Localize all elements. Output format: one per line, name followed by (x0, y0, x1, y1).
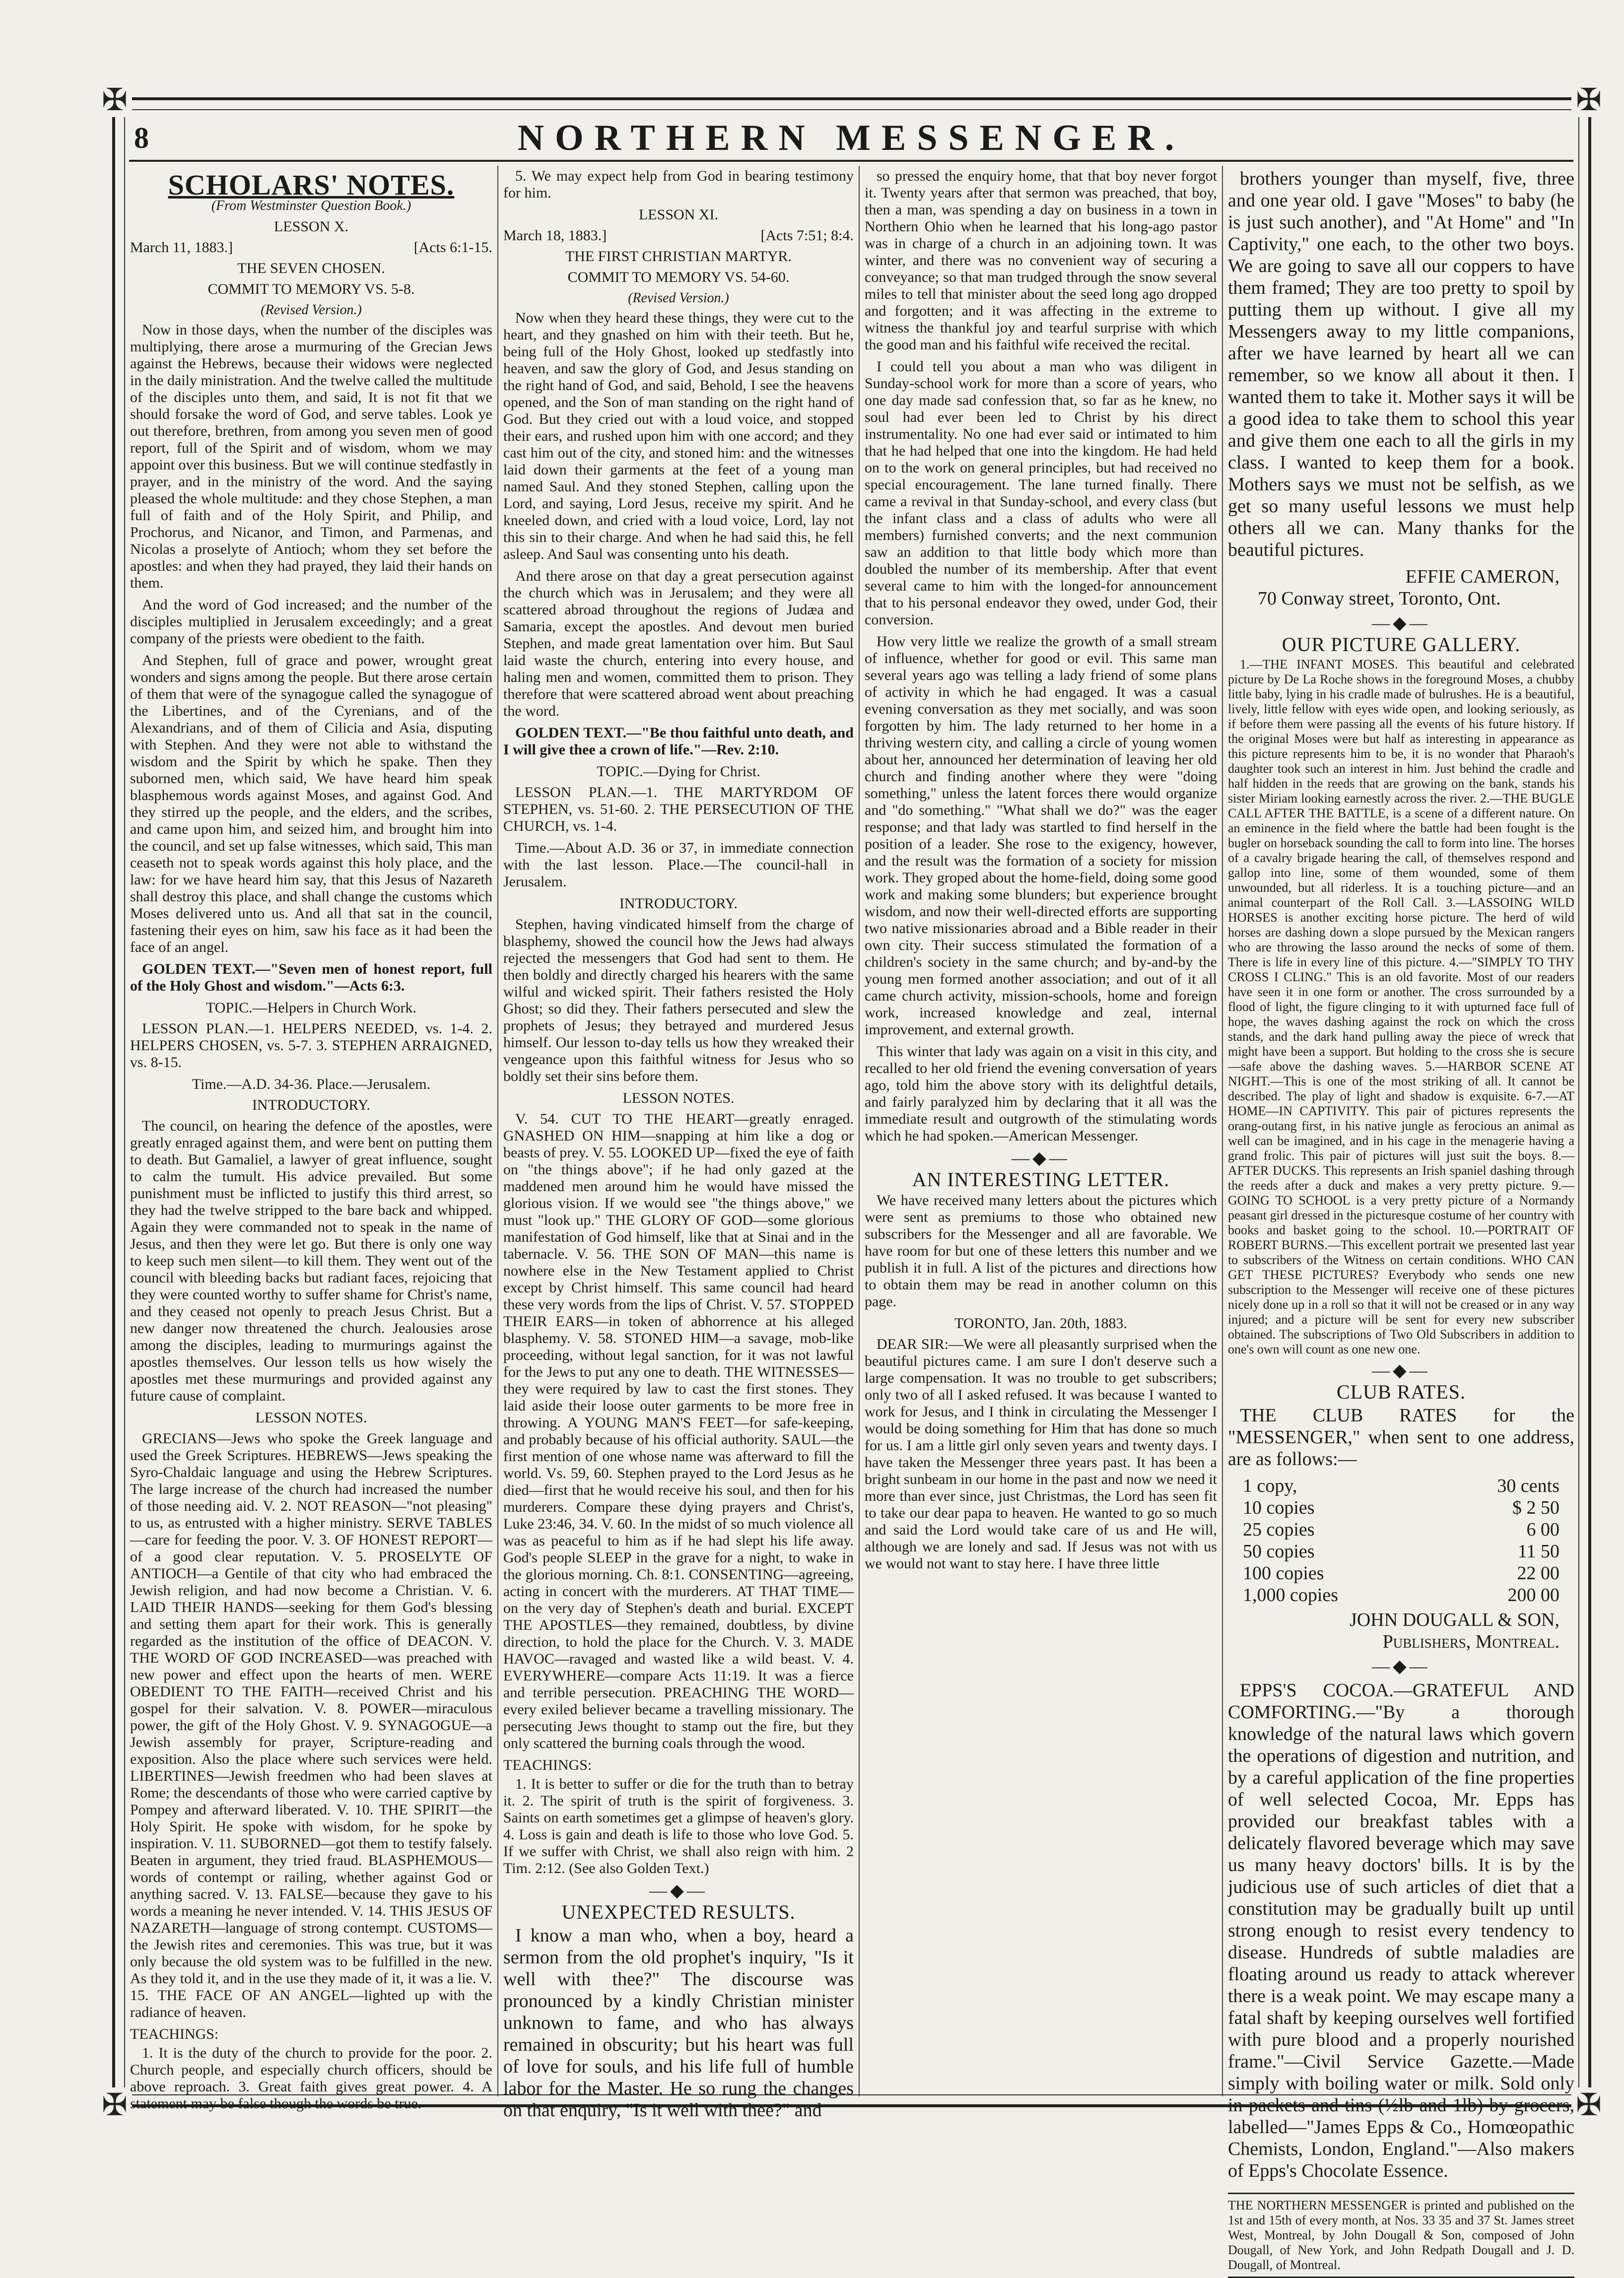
letter-signature: EFFIE CAMERON, (1405, 566, 1559, 587)
golden-text: GOLDEN TEXT.—"Be thou faithful unto death, and I will give thee a crown of life."—Rev. 2:10. (503, 725, 854, 758)
column-3 (865, 166, 1217, 2096)
letter-text: DEAR SIR:—We were all pleasantly surprised when the beautiful pictures came. I am sure I don't deserve such a large compensation. It was no trouble to get subscribers; only two of all I asked refused. It was because I wanted to work for Jesus, and I think in circulating the Messenger I would be doing something for Him that has done so much for us. I am a little girl only seven years and twenty days. I have taken the Messenger three years past. It has been a bright sunbeam in our home in the past and now we need it more than ever since, just Christmas, the Lord has seen fit to take our dear papa to heaven. He wanted to go so much and said the Lord would take care of us and He will, although we are lonely and sad. If Jesus was not with us we would not want to stay here. I have three little (865, 1336, 1217, 1572)
letter-text: brothers younger than myself, five, three and one year old. I gave "Moses" to baby (he is just such another), and "At Home" and "In Captivity," one each, to the other two boys. We are going to save all our coppers to have them framed; They are too pretty to spoil by putting them up without. I give all my Messengers away to my little companions, after we have learned by heart all we can remember, so we know all about it then. I wanted them to take it. Mother says it will be a good idea to take them to school this year and give them one each to all the girls in my class. I wanted to keep them for a book. Mothers says we must not be selfish, as we get so many useful lessons we must help others all we can. Many thanks for the beautiful pictures. (1228, 168, 1574, 560)
club-rate-quantity: 50 copies (1243, 1541, 1315, 1562)
scripture-text: Now in those days, when the number of the disciples was multiplying, there arose a murmuring of the Grecian Jews against the Hebrews, because their widows were neglected in the daily ministration. And the twelve called the multitude of the disciples unto them, and said, It is not fit that we should forsake the word of God, and serve tables. Look ye out therefore, brethren, from among you seven men of good report, full of the Spirit and of wisdom, whom we may appoint over this business. But we will continue stedfastly in prayer, and in the ministry of the word. And the saying pleased the whole multitude: and they chose Stephen, a man full of faith and of the Holy Spirit, and Philip, and Prochorus, and Nicanor, and Timon, and Parmenas, and Nicolas a proselyte of Antioch; whom they set before the apostles: and when they had prayed, they laid their hands on them. (130, 322, 492, 591)
club-rate-row (1243, 1519, 1559, 1541)
article-heading: UNEXPECTED RESULTS. (561, 1901, 796, 1923)
lesson-plan: LESSON PLAN.—1. HELPERS NEEDED, vs. 1-4. 2. HELPERS CHOSEN, vs. 5-7. 3. STEPHEN ARRAIGNED, vs. 8-15. (130, 1020, 492, 1071)
introductory-text: Stephen, having vindicated himself from the charge of blasphemy, showed the council how the Jews had always rejected the messengers that God had sent to them. He then boldly and directly charged his hearers with the same wilful and wicked spirit. Their fathers resisted the Holy Ghost; so did they. Their fathers persecuted and slew the prophets of Jesus; they betrayed and murdered Jesus himself. Our lesson to-day tells us how they wreaked their vengeance upon this faithful witness for Jesus who so boldly set their sins before them. (503, 916, 854, 1084)
article-text: I could tell you about a man who was diligent in Sunday-school work for more than a score of years, who one day made sad confession that, so far as he knew, no soul had ever been led to Christ by his direct instrumentality. No one had ever said or intimated to him that he had helped that one into the kingdom. He had held on to the work on general principles, but had received no special encouragement. The lane turned finally. There came a revival in that Sunday-school, and every class (but the infant class and a class of adults who were all members) furnished converts; and the next communion saw an addition to that little body which more than doubled the number of its membership. After that event several came to him with the longed-for announcement that to his personal endeavor they owed, under God, their conversion. (865, 358, 1217, 628)
column-2 (503, 166, 854, 2121)
lesson-reference: [Acts 7:51; 8:4. (760, 227, 854, 244)
lesson-number: LESSON X. (273, 218, 348, 235)
lesson-notes-heading: LESSON NOTES. (622, 1090, 735, 1106)
scripture-text: Now when they heard these things, they were cut to the heart, and they gnashed on him with their teeth. But he, being full of the Holy Ghost, looked up stedfastly into heaven, and saw the glory of God, and Jesus standing on the right hand of God, and said, Behold, I see the heavens opened, and the Son of man standing on the right hand of God. But they cried out with a loud voice, and stopped their ears, and rushed upon him with one accord; and they cast him out of the city, and stoned him: and the witnesses laid down their garments at the feet of a young man named Saul. And they stoned Stephen, calling upon the Lord, and saying, Lord Jesus, receive my spirit. And he kneeled down, and cried with a loud voice, Lord, lay not this sin to their charge. And when he had said this, he fell asleep. And Saul was consenting unto his death. (503, 310, 854, 562)
club-rate-row (1243, 1584, 1559, 1606)
club-rate-quantity: 10 copies (1243, 1497, 1315, 1518)
article-text: How very little we realize the growth of a small stream of influence, whether for good or evil. This same man several years ago was telling a lady friend of some plans of activity in which he had engaged. It was a casual evening conversation as they met socially, and was soon forgotten by him. The lady returned to her home in a thriving western city, and calling a circle of young women about her, announced her determination of leaving her old church and finding another where they were "doing something," unless the latent forces there would organize and "do something." "What shall we do?" was the eager response; and that lady was startled to find herself in the position of a leader. She rose to the exigency, however, and the result was the formation of a society for mission work. They groped about the home-field, doing some good work and making some blunders; but experience brought wisdom, and now their well-directed efforts are supporting two native missionaries abroad and a Bible reader in their own city. Their success stimulated the formation of a children's society in the same church; and by-and-by the young men formed another association; and out of it all came church activity, mission-schools, home and foreign work, increased knowledge and zeal, internal improvement, and external growth. (865, 633, 1217, 1038)
lesson-notes-text: GRECIANS—Jews who spoke the Greek language and used the Greek Scriptures. HEBREWS—Jews speaking the Syro-Chaldaic language and using the Hebrew Scriptures. The large increase of the church had increased the number of those needing aid. V. 2. NOT REASON—"not pleasing" to us, as entrusted with a higher ministry. SERVE TABLES—care for feeding the poor. V. 3. OF HONEST REPORT—of a good clear reputation. V. 5. PROSELYTE OF ANTIOCH—a Gentile of that city who had embraced the Jewish religion, and had now become a Christian. V. 6. LAID THEIR HANDS—seeking for them God's blessing and setting them apart for their work. This is generally regarded as the institution of the office of DEACON. V. THE WORD OF GOD INCREASED—was preached with new power and effect upon the hearts of men. WERE OBEDIENT TO THE FAITH—received Christ and his gospel for their salvation. V. 8. POWER—miraculous power, the gift of the Holy Ghost. V. 9. SYNAGOGUE—a Jewish assembly for prayer, Scripture-reading and exposition. Also the place where such services were held. LIBERTINES—Jewish freedmen who had been slaves at Rome; the descendants of those who were carried captive by Pompey and afterward liberated. V. 10. THE SPIRIT—the Holy Spirit. He spoke with wisdom, for he spoke by inspiration. V. 11. SUBORNED—got them to testify falsely. Beaten in argument, they tried fraud. BLASPHEMOUS—words of contempt or railing, whether against God or anything sacred. V. 13. FALSE—because they gave to his words a meaning he never intended. V. 14. THIS JESUS OF NAZARETH—language of strong contempt. CUSTOMS—the Jewish rites and ceremonies. This was true, but it was only because the old system was to be fulfilled in the new. As they told it, and in the use they made of it, it was a lie. V. 15. THE FACE OF AN ANGEL—lighted up with the radiance of heaven. (130, 1430, 492, 2020)
club-rate-price: 30 cents (1497, 1475, 1559, 1496)
club-rates-intro: THE CLUB RATES for the "MESSENGER," when sent to one address, are as follows:— (1228, 1405, 1574, 1470)
club-rate-price: 11 50 (1517, 1541, 1559, 1562)
version-note: (Revised Version.) (261, 302, 362, 318)
article-text: This winter that lady was again on a visit in this city, and recalled to her old friend the evening conversation of years ago, told him the above story with its delightful details, and fairly paralyzed him by declaring that it all was the immediate result and outgrowth of the stimulating words which he had spoken.—American Messenger. (865, 1043, 1217, 1144)
section-title: SCHOLARS' NOTES. (168, 169, 455, 201)
letter-address: 70 Conway street, Toronto, Ont. (1258, 588, 1501, 609)
club-rate-quantity: 25 copies (1243, 1519, 1315, 1540)
lesson-notes-text: V. 54. CUT TO THE HEART—greatly enraged. GNASHED ON HIM—snapping at him like a dog or beasts of prey. V. 55. LOOKED UP—fixed the eye of faith on "the things above"; if he had only gazed at the maddened men around him he would have missed the glorious vision. If we would see "the things above," we must "look up." THE GLORY OF GOD—some glorious manifestation of God himself, like that at Sinai and in the tabernacle. V. 56. THE SON OF MAN—this name is nowhere else in the New Testament applied to Christ except by Christ himself. This same council had heard these very words from the lips of Christ. V. 57. STOPPED THEIR EARS—in token of abhorrence at his alleged blasphemy. V. 58. STONED HIM—a savage, mob-like proceeding, without legal sanction, for it was not lawful for the Jews to put any one to death. THE WITNESSES—they were required by law to cast the first stones. They laid aside their loose outer garments to be more free in throwing. A YOUNG MAN'S FEET—for safe-keeping, and probably because of his official authority. SAUL—the first mention of one whose name was afterward to fill the world. Vs. 59, 60. Stephen prayed to the Lord Jesus as he died—first that he would receive his soul, and then for his murderers. Compare these dying prayers and Christ's, Luke 23:46, 34. V. 60. In the midst of so much violence all was as peaceful to him as if he had slept his life away. God's people SLEEP in the grave for a night, to wake in the glorious morning. Ch. 8:1. CONSENTING—agreeing, acting in concert with the murderers. AT THAT TIME—on the very day of Stephen's death and burial. EXCEPT THE APOSTLES—they remained, doubtless, by divine direction, to hold the place for the Church. V. 3. MADE HAVOC—ravaged and wasted like a wild beast. V. 4. EVERYWHERE—compare Acts 11:19. It was a fierce and terrible persecution. PREACHING THE WORD—every exiled believer became a travelling missionary. The persecuting Jews thought to stamp out the fire, but they only scattered the burning coals through the wood. (503, 1111, 854, 1751)
club-rate-price: 22 00 (1517, 1563, 1559, 1584)
scripture-text: And the word of God increased; and the number of the disciples multiplied in Jerusalem exceedingly; and a great company of the priests were obedient to the faith. (130, 597, 492, 647)
page-number: 8 (134, 122, 149, 154)
lesson-number: LESSON XI. (638, 206, 718, 223)
introductory-heading: INTRODUCTORY. (619, 895, 738, 912)
divider-ornament-icon: —◆— (1372, 1360, 1430, 1380)
club-rate-price: 6 00 (1526, 1519, 1559, 1540)
lesson-dateline (503, 227, 854, 244)
letter-dateline: TORONTO, Jan. 20th, 1883. (954, 1315, 1128, 1332)
article-text: We have received many letters about the pictures which were sent as premiums to those who obtained new subscribers for the Messenger and all are favorable. We have room for but one of these letters this number and we publish it in full. A list of the pictures and directions how to obtain them may be read in another column on this page. (865, 1192, 1217, 1310)
teachings-text: 1. It is the duty of the church to provide for the poor. 2. Church people, and especially church officers, should be above reproach. 3. Great faith gives great power. 4. A statement may be false though the words be true. (130, 2045, 492, 2112)
golden-text: GOLDEN TEXT.—"Seven men of honest report, full of the Holy Ghost and wisdom."—Acts 6:3. (130, 961, 492, 994)
club-rate-quantity: 1 copy, (1243, 1475, 1297, 1496)
publisher-imprint: THE NORTHERN MESSENGER is printed and published on the 1st and 15th of every month, at Nos. 33 35 and 37 St. James street West, Montreal, by John Dougall & Son, composed of John Dougall, of New York, and John Redpath Dougall and J. D. Dougall, of Montreal. (1228, 2193, 1574, 2278)
article-heading: CLUB RATES. (1337, 1381, 1466, 1403)
divider-ornament-icon: —◆— (649, 1880, 708, 1900)
corner-ornament-icon: ✠ (1571, 82, 1606, 117)
column-divider (1222, 166, 1223, 2096)
column-1 (130, 166, 492, 2112)
lesson-topic: TOPIC.—Dying for Christ. (597, 763, 760, 780)
lesson-topic: TOPIC.—Helpers in Church Work. (206, 1000, 416, 1016)
scripture-text: And Stephen, full of grace and power, wrought great wonders and signs among the people. But there arose certain of them that were of the synagogue called the synagogue of the Libertines, and of the Cyrenians, and of the Alexandrians, and of them of Cilicia and Asia, disputing with Stephen. And they were not able to withstand the wisdom and the Spirit by which he spake. Then they suborned men, which said, We have heard him speak blasphemous words against Moses, and against God. And they stirred up the people, and the elders, and the scribes, and came upon him, and seized him, and brought him into the council, and set up false witnesses, which said, This man ceaseth not to speak words against this holy place, and the law: for we have heard him say, that this Jesus of Nazareth shall destroy this place, and shall change the customs which Moses delivered unto us. And all that sat in the council, fastening their eyes on him, saw his face as it had been the face of an angel. (130, 652, 492, 955)
club-rate-price: 200 00 (1507, 1585, 1559, 1606)
article-text: I know a man who, when a boy, heard a sermon from the old prophet's inquiry, "Is it well with thee?" The discourse was pronounced by a kindly Christian minister unknown to fame, and who has always remained in obscurity; but his heart was full of love for souls, and his life full of humble labor for the Master. He so rung the changes on that enquiry, "Is it well with thee?" and (503, 1925, 854, 2121)
lesson-notes-heading: LESSON NOTES. (255, 1409, 367, 1426)
corner-ornament-icon: ✠ (97, 82, 132, 117)
divider-ornament-icon: —◆— (1372, 1656, 1430, 1676)
newspaper-columns (130, 166, 1574, 2272)
teachings-heading: TEACHINGS: (130, 2026, 219, 2042)
club-rates-table (1243, 1475, 1559, 1606)
source-note: (From Westminster Question Book.) (211, 198, 411, 213)
masthead-title: NORTHERN MESSENGER. (517, 118, 1185, 158)
column-4 (1228, 166, 1574, 2272)
club-rate-quantity: 100 copies (1243, 1563, 1324, 1584)
lesson-dateline (130, 239, 492, 256)
club-rate-price: $ 2 50 (1512, 1497, 1559, 1518)
article-heading: AN INTERESTING LETTER. (912, 1168, 1170, 1191)
lesson-reference: [Acts 6:1-15. (413, 239, 492, 256)
divider-ornament-icon: —◆— (1372, 613, 1430, 633)
advertisement-text: EPPS'S COCOA.—GRATEFUL AND COMFORTING.—"By a thorough knowledge of the natural laws which govern the operations of digestion and nutrition, and by a careful application of the fine properties of well selected Cocoa, Mr. Epps has provided our breakfast tables with a delicately flavored beverage which may save us many heavy doctors' bills. It is by the judicious use of such articles of diet that a constitution may be gradually built up until strong enough to resist every tendency to disease. Hundreds of subtle maladies are floating around us ready to attack wherever there is a weak point. We may escape many a fatal shaft by keeping ourselves well fortified with pure blood and a properly nourished frame."—Civil Service Gazette.—Made simply with boiling water or milk. Sold only in packets and tins (½lb and 1lb) by grocers, labelled—"James Epps & Co., Homœopathic Chemists, London, England."—Also makers of Epps's Chocolate Essence. (1228, 1680, 1574, 2181)
lesson-plan: LESSON PLAN.—1. THE MARTYRDOM OF STEPHEN, vs. 51-60. 2. THE PERSECUTION OF THE CHURCH, vs. 1-4. (503, 784, 854, 834)
teachings-heading: TEACHINGS: (503, 1757, 592, 1773)
page-header (129, 115, 1573, 162)
column-divider (497, 166, 498, 2096)
version-note: (Revised Version.) (628, 290, 729, 306)
memory-verses: COMMIT TO MEMORY VS. 5-8. (207, 281, 415, 297)
teachings-text: 1. It is better to suffer or die for the truth than to betray it. 2. The spirit of truth is the spirit of forgiveness. 3. Saints on earth sometimes get a glimpse of heaven's glory. 4. Loss is gain and death is life to those who love God. 5. If we suffer with Christ, we shall also reign with him. 2 Tim. 2:12. (See also Golden Text.) (503, 1776, 854, 1876)
lesson-date: March 11, 1883.] (130, 239, 233, 256)
divider-ornament-icon: —◆— (1012, 1148, 1070, 1168)
column-divider (859, 166, 860, 2096)
memory-verses: COMMIT TO MEMORY VS. 54-60. (567, 269, 790, 285)
club-rate-row (1243, 1497, 1559, 1519)
lesson-title: THE SEVEN CHOSEN. (237, 260, 385, 276)
lesson-time: Time.—About A.D. 36 or 37, in immediate connection with the last lesson. Place.—The council-hall in Jerusalem. (503, 840, 854, 890)
publisher-name: JOHN DOUGALL & SON, (1350, 1609, 1559, 1630)
picture-gallery-text: 1.—THE INFANT MOSES. This beautiful and celebrated picture by De La Roche shows in the foreground Moses, a chubby little baby, lying in his cradle made of bulrushes. He is a beautiful, lively, little fellow with eyes wide open, and looking seriously, as if before them were passing all the events of his future history. If the original Moses were but half as interesting in appearance as this picture represents him to be, it is no wonder that Pharaoh's daughter took such an interest in him. Just behind the cradle and half hidden in the reeds that are growing on the bank, stands his sister Miriam looking earnestly across the river. 2.—THE BUGLE CALL AFTER THE BATTLE, is a scene of a different nature. On an eminence in the field where the battle had been fought is the bugler on horseback sounding the call to form into line. The horses of a cavalry brigade hearing the call, of themselves respond and gallop into line, some of them wounded, some of them unwounded, but all riderless. It is a touching picture—and an animal counterpart of the Roll Call. 3.—LASSOING WILD HORSES is another exciting horse picture. The herd of wild horses are dashing down a slope pursued by the Mexican rangers who are throwing the lasso around the necks of some of them. There is life in every line of this picture. 4.—"SIMPLY TO THY CROSS I CLING." This is an old favorite. Most of our readers have seen it in one form or another. The cross surrounded by a flood of light, the figure clinging to it with upturned face full of hope, the waves dashing against the rock on which the cross stands, and the dark hand pulling away the piece of wreck that might have been a support. But holding to the cross she is secure—safe above the dashing waves. 5.—HARBOR SCENE AT NIGHT.—This is one of the most striking of all. It cannot be described. The play of light and shadow is exquisite. 6-7.—AT HOME—IN CAPTIVITY. This pair of pictures represents the orang-outang first, in his native jungle as ferocious an animal as well can be imagined, and in his cage in the menagerie having a grand frolic. This pair of pictures will just suit the boys. 8.—AFTER DUCKS. This represents an Irish spaniel dashing through the reeds after a duck and makes a very pretty picture. 9.—GOING TO SCHOOL is a very pretty picture of a Normandy peasant girl dressed in the picturesque costume of her country with books and basket going to the school. 10.—PORTRAIT OF ROBERT BURNS.—This excellent portrait we presented last year to subscribers of the Witness on certain conditions. WHO CAN GET THESE PICTURES? Everybody who sends one new subscription to the Messenger will receive one of these pictures nicely done up in a roll so that it will not be creased or in any way injured; and a picture will be sent for every new subscriber obtained. The subscriptions of Two Old Subscribers in addition to one's own will count as one new one. (1228, 657, 1574, 1356)
article-text: so pressed the enquiry home, that that boy never forgot it. Twenty years after that sermon was preached, that boy, then a man, was spending a day on business in a town in Northern Ohio when he learned that his long-ago pastor was in charge of a church in an adjoining town. It was winter, and there was no convenient way of securing a conveyance; so that man trudged through the snow several miles to tell that minister about the seed long ago dropped and forgotten; and it was affecting in the extreme to witness the thankful joy and tearful surprise with which the good man and his faithful wife received the recital. (865, 168, 1217, 353)
publisher-location: Publishers, Montreal. (1382, 1631, 1559, 1652)
article-heading: OUR PICTURE GALLERY. (1282, 633, 1521, 656)
lesson-date: March 18, 1883.] (503, 227, 607, 244)
corner-ornament-icon: ✠ (1571, 2087, 1606, 2122)
club-rate-row (1243, 1541, 1559, 1562)
club-rate-row (1243, 1562, 1559, 1584)
lesson-title: THE FIRST CHRISTIAN MARTYR. (565, 248, 792, 265)
scripture-text: And there arose on that day a great persecution against the church which was in Jerusalem; and they were all scattered abroad throughout the regions of Judæa and Samaria, except the apostles. And devout men buried Stephen, and made great lamentation over him. But Saul laid waste the church, entering into every house, and haling men and women, committed them to prison. They therefore that were scattered abroad went about preaching the word. (503, 568, 854, 719)
club-rate-quantity: 1,000 copies (1243, 1585, 1339, 1606)
corner-ornament-icon: ✠ (97, 2087, 132, 2122)
teachings-text: 5. We may expect help from God in bearing testimony for him. (503, 168, 854, 201)
club-rate-row (1243, 1475, 1559, 1497)
introductory-heading: INTRODUCTORY. (252, 1097, 371, 1113)
lesson-time: Time.—A.D. 34-36. Place.—Jerusalem. (192, 1076, 431, 1092)
introductory-text: The council, on hearing the defence of the apostles, were greatly enraged against them, and were bent on putting them to death. But Gamaliel, a lawyer of great influence, sought to calm the tumult. His advice prevailed. But some punishment must be inflicted to justify this third arrest, so they had the twelve stripped to the bare back and whipped. Again they were commanded not to speak in the name of Jesus, and then they were let go. But there is only one way to keep such men silent—to kill them. They went out of the council with bleeding backs but radiant faces, rejoicing that they were counted worthy to suffer shame for Christ's name, and they ceased not openly to preach Jesus Christ. But a new danger now threatened the church. Jealousies arose among the disciples, leading to murmurings against the apostles themselves. Our lesson tells us how wisely the apostles met these murmurings and provided against any future cause of complaint. (130, 1118, 492, 1404)
